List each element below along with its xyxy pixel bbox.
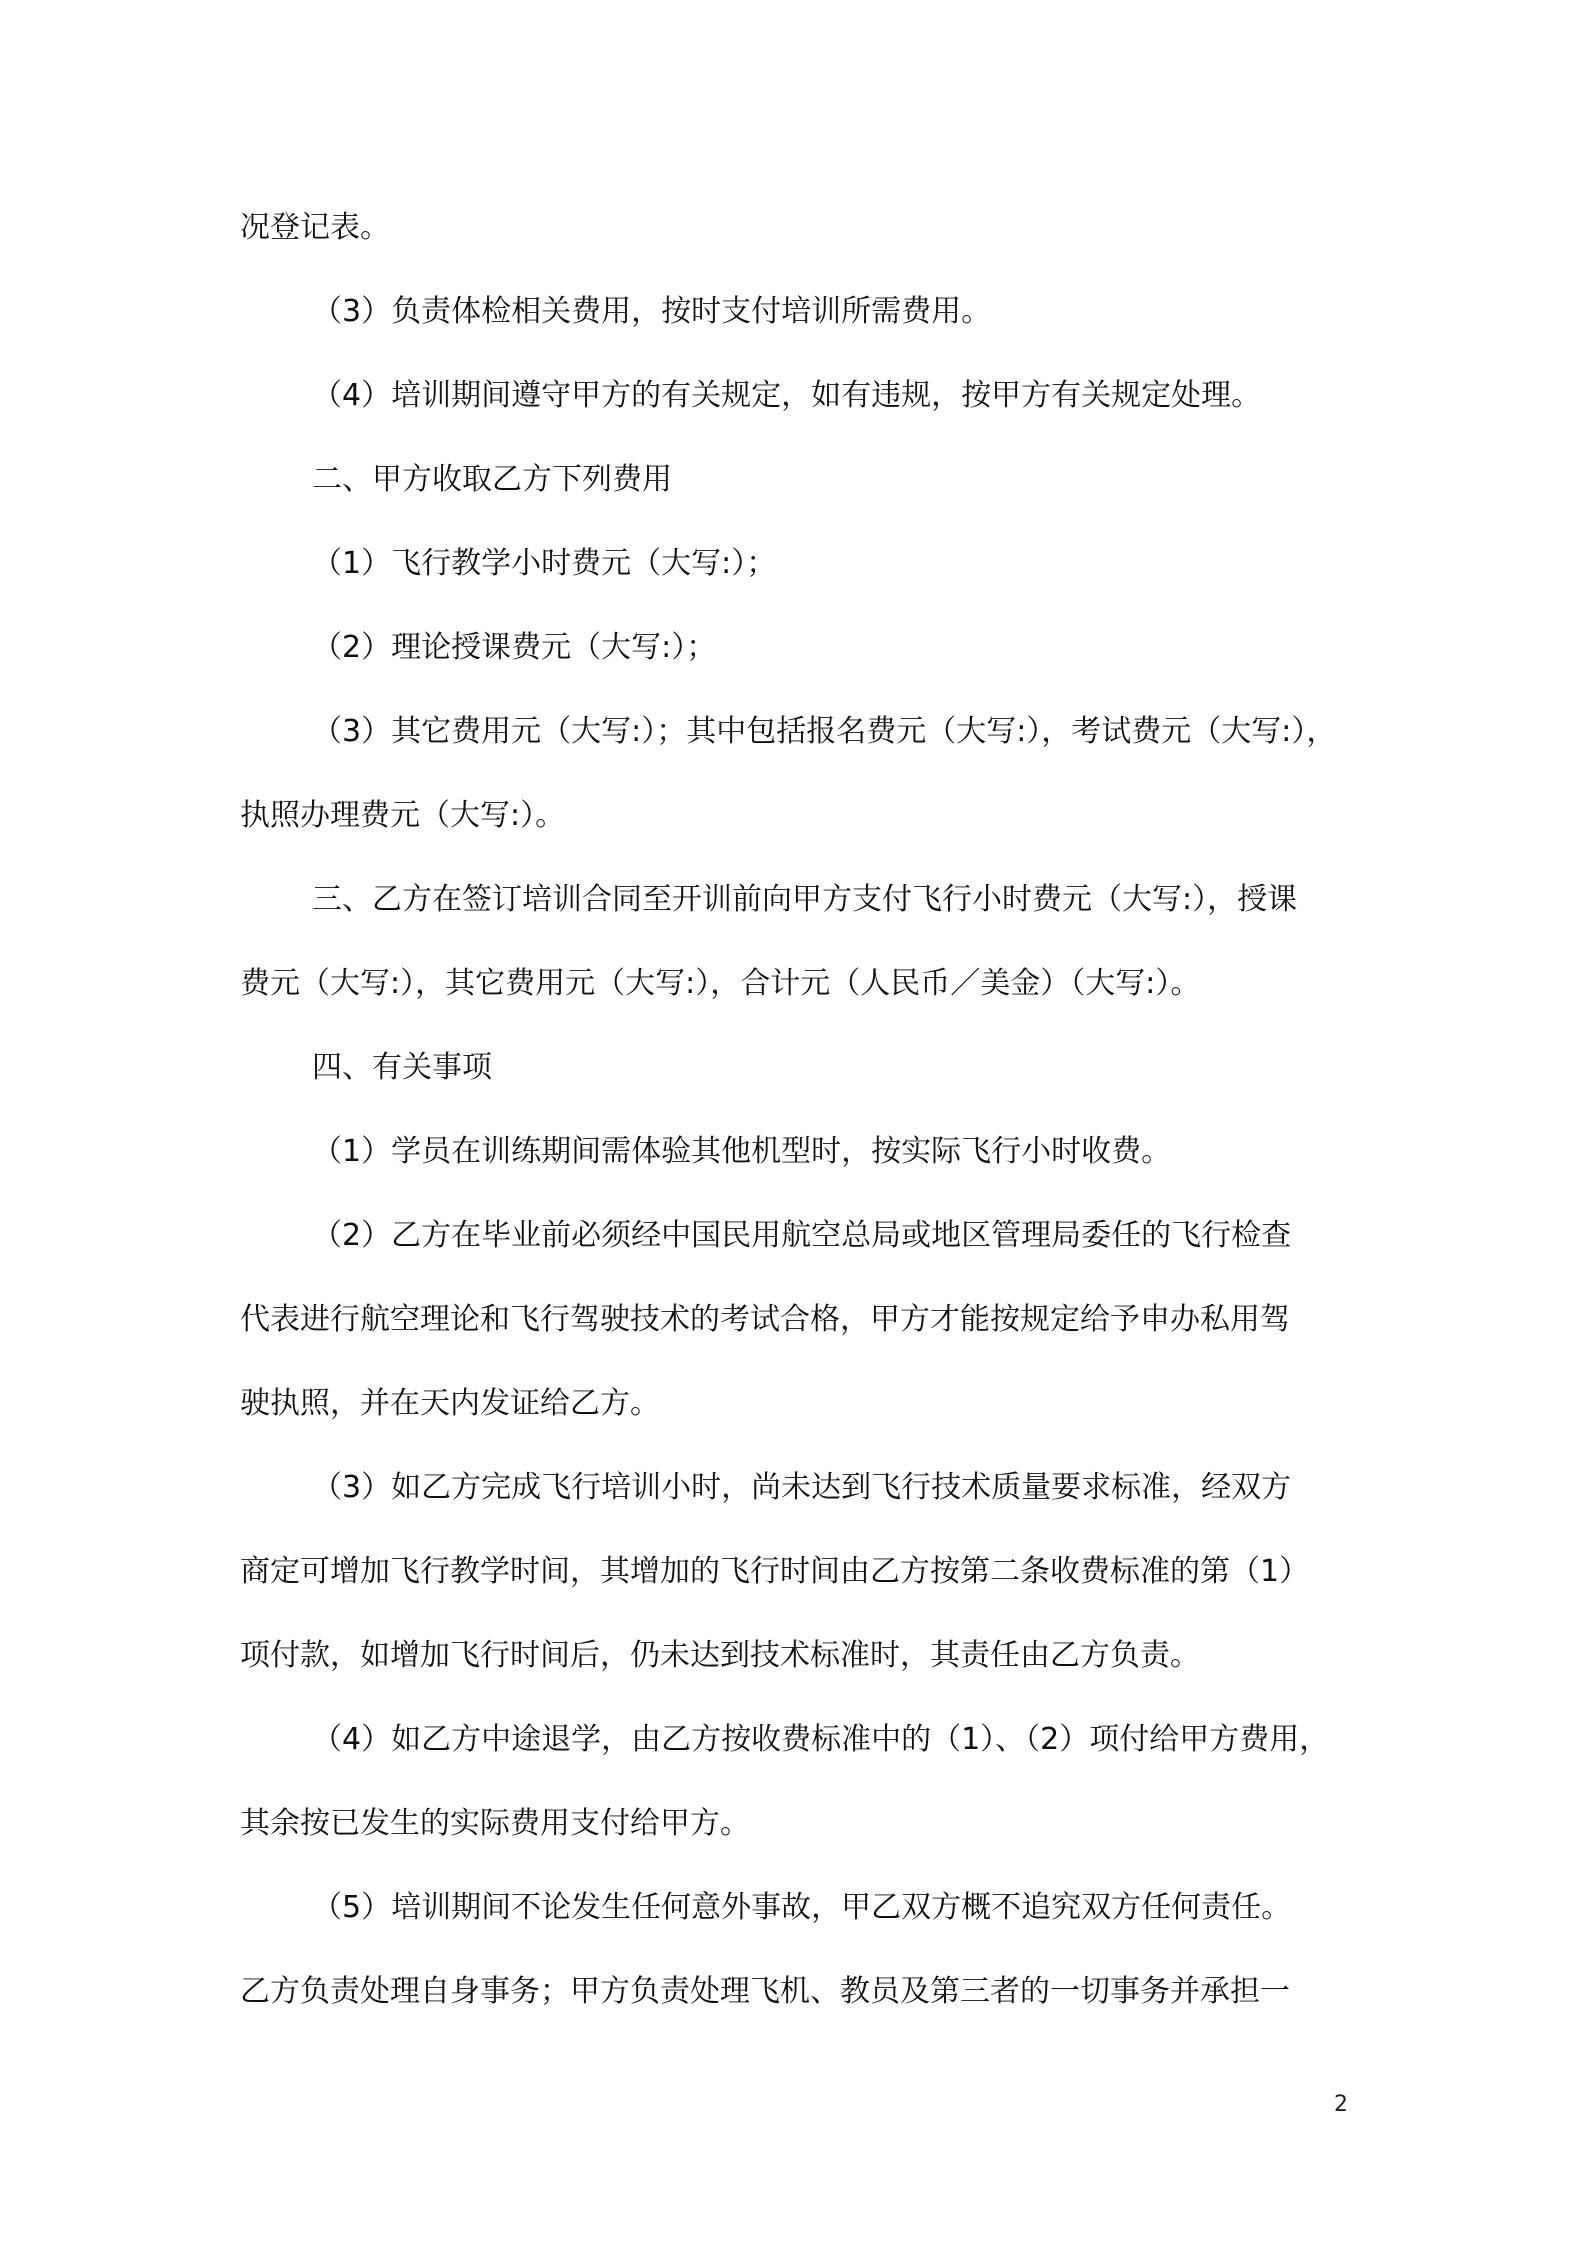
paragraph-line: （4）培训期间遵守甲方的有关规定，如有违规，按甲方有关规定处理。 [312,378,1262,413]
paragraph-line: 驶执照，并在天内发证给乙方。 [240,1386,660,1421]
paragraph-line: （3）负责体检相关费用，按时支付培训所需费用。 [312,294,992,329]
paragraph-line: 项付款，如增加飞行时间后，仍未达到技术标准时，其责任由乙方负责。 [240,1638,1200,1673]
paragraph-line: （2）理论授课费元（大写:）； [312,630,717,665]
paragraph-line: 况登记表。 [240,210,390,245]
paragraph-line: （3）如乙方完成飞行培训小时，尚未达到飞行技术质量要求标准，经双方 [312,1470,1292,1505]
paragraph-line: 费元（大写:），其它费用元（大写:），合计元（人民币／美金）（大写:）。 [240,966,1201,1001]
paragraph-line: 乙方负责处理自身事务；甲方负责处理飞机、教员及第三者的一切事务并承担一 [240,1974,1290,2009]
paragraph-line: 执照办理费元（大写:）。 [240,798,566,833]
section-heading: 三、乙方在签订培训合同至开训前向甲方支付飞行小时费元（大写:），授课 [312,882,1298,917]
paragraph-line: （1）学员在训练期间需体验其他机型时，按实际飞行小时收费。 [312,1134,1172,1169]
paragraph-line: （3）其它费用元（大写:）；其中包括报名费元（大写:），考试费元（大写:）， [312,714,1337,749]
paragraph-line: （1）飞行教学小时费元（大写:）； [312,546,777,581]
paragraph-line: （2）乙方在毕业前必须经中国民用航空总局或地区管理局委任的飞行检查 [312,1218,1292,1253]
paragraph-line: （5）培训期间不论发生任何意外事故，甲乙双方概不追究双方任何责任。 [312,1890,1292,1925]
page-number: 2 [1334,2092,1348,2117]
paragraph-line: 商定可增加飞行教学时间，其增加的飞行时间由乙方按第二条收费标准的第（1） [240,1554,1310,1589]
paragraph-line: 代表进行航空理论和飞行驾驶技术的考试合格，甲方才能按规定给予申办私用驾 [240,1302,1290,1337]
section-heading: 四、有关事项 [312,1050,492,1085]
paragraph-line: （4）如乙方中途退学，由乙方按收费标准中的（1）、（2）项付给甲方费用， [312,1722,1330,1757]
section-heading: 二、甲方收取乙方下列费用 [312,462,672,497]
paragraph-line: 其余按已发生的实际费用支付给甲方。 [240,1806,750,1841]
